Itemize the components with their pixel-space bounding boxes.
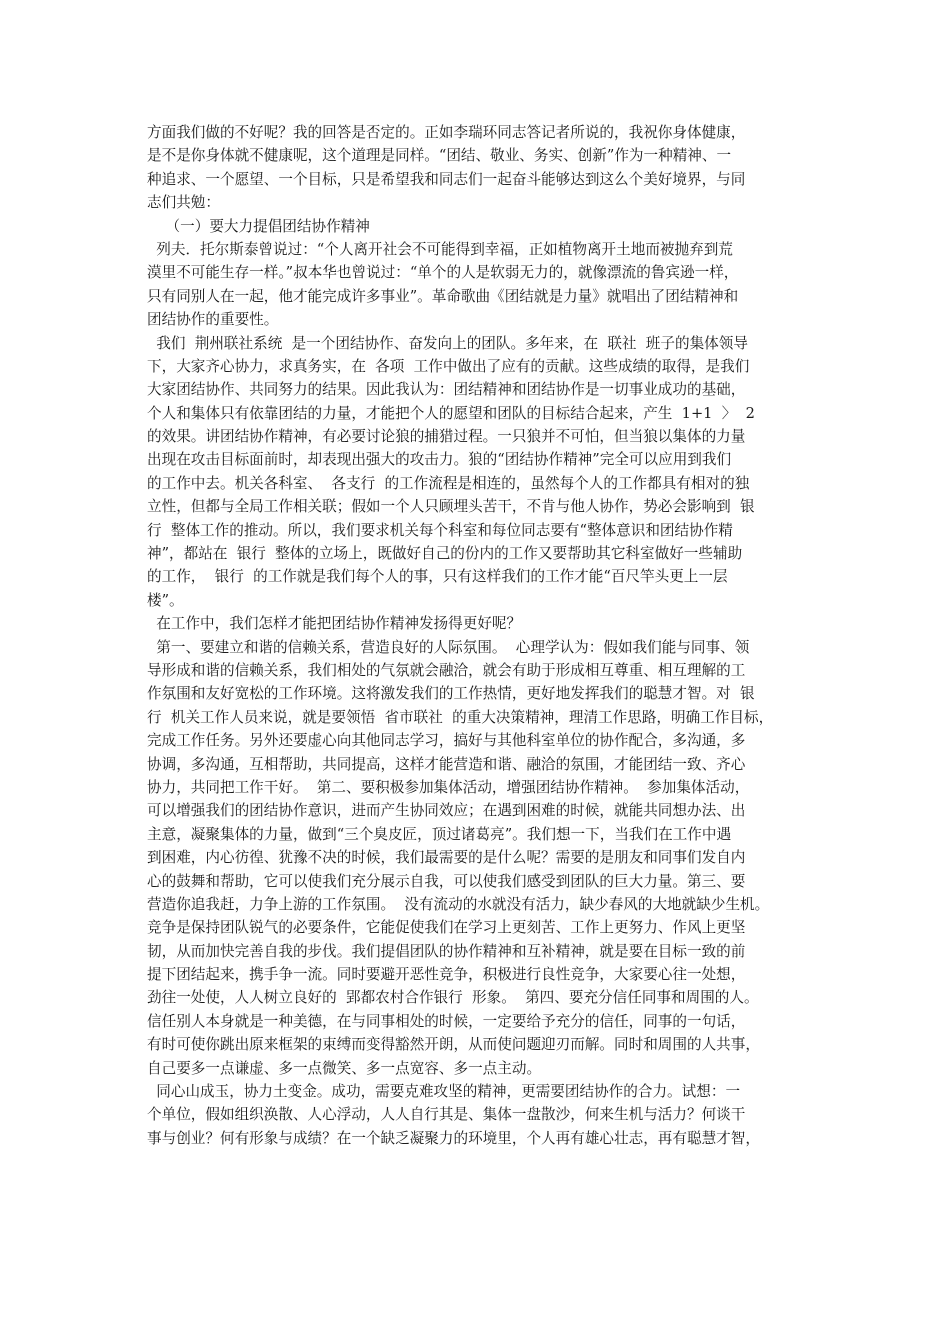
text-line: 在工作中，我们怎样才能把团结协作精神发扬得更好呢？ <box>147 615 522 633</box>
text-line: 列夫．托尔斯泰曾说过：“个人离开社会不可能得到幸福，正如植物离开土地而被抛弃到荒 <box>147 240 733 258</box>
text-line: 韧，从而加快完善自我的步伐。我们提倡团队的协作精神和互补精神，就是要在目标一致的前 <box>147 942 746 960</box>
text-line: 事与创业？何有形象与成绩？在一个缺乏凝聚力的环境里，个人再有雄心壮志，再有聪慧才智， <box>147 1129 760 1147</box>
text-line: 漠里不可能生存一样。”叔本华也曾说过：“单个的人是软弱无力的，就像漂流的鲁宾逊一样， <box>147 264 739 282</box>
text-line: 劲往一处使，人人树立良好的 郢都农村合作银行 形象。 第四、要充分信任同事和周围的人。 <box>147 989 759 1007</box>
text-line: 自己要多一点谦虚、多一点微笑、多一点宽容、多一点主动。 <box>147 1059 542 1077</box>
text-line: 出现在攻击目标面前时，却表现出强大的攻击力。狼的“团结协作精神”完全可以应用到我们 <box>147 451 732 469</box>
text-line: 同心山成玉，协力土变金。成功，需要克难攻坚的精神，更需要团结协作的合力。试想：一 <box>147 1083 741 1101</box>
text-line: 到困难，内心彷徨、犹豫不决的时候，我们最需要的是什么呢？需要的是朋友和同事们发自内 <box>147 849 746 867</box>
text-line: 行 整体工作的推动。所以，我们要求机关每个科室和每位同志要有“整体意识和团结协作精 <box>147 521 733 539</box>
text-line: 立性，但都与全局工作相关联；假如一个人只顾埋头苦干，不肯与他人协作，势必会影响到 银 <box>147 498 755 516</box>
text-line: 个人和集体只有依靠团结的力量，才能把个人的愿望和团队的目标结合起来，产生 1+1 〉 2 <box>147 404 755 422</box>
text-line: 完成工作任务。另外还要虚心向其他同志学习，搞好与其他科室单位的协作配合，多沟通，多 <box>147 732 746 750</box>
text-line: 大家团结协作、共同努力的结果。因此我认为：团结精神和团结协作是一切事业成功的基础， <box>147 381 746 399</box>
text-line: 志们共勉： <box>147 194 220 212</box>
text-line: 第一、要建立和谐的信赖关系，营造良好的人际氛围。 心理学认为：假如我们能与同事、领 <box>147 638 750 656</box>
text-line: 主意，凝聚集体的力量，做到“三个臭皮匠，顶过诸葛亮”。我们想一下，当我们在工作中遇 <box>147 825 732 843</box>
document-body <box>147 121 827 1150</box>
text-line: 竞争是保持团队锐气的必要条件，它能促使我们在学习上更刻苦、工作上更努力、作风上更坚 <box>147 919 746 937</box>
text-line: 楼”。 <box>147 591 184 609</box>
text-line: 神”，都站在 银行 整体的立场上，既做好自己的份内的工作又要帮助其它科室做好一些辅助 <box>147 545 743 563</box>
text-line: 提下团结起来，携手争一流。同时要避开恶性竞争，积极进行良性竞争，大家要心往一处想， <box>147 966 746 984</box>
text-line: 的效果。讲团结协作精神，有必要讨论狼的捕猎过程。一只狼并不可怕，但当狼以集体的力量 <box>147 428 746 446</box>
text-line: 个单位，假如组织涣散、人心浮动，人人自行其是、集体一盘散沙，何来生机与活力？何谈干 <box>147 1106 746 1124</box>
text-line: 是不是你身体就不健康呢，这个道理是同样。“团结、敬业、务实、创新”作为一种精神、一 <box>147 147 732 165</box>
text-line: 导形成和谐的信赖关系，我们相处的气氛就会融洽，就会有助于形成相互尊重、相互理解的工 <box>147 661 746 679</box>
text-line: 可以增强我们的团结协作意识，进而产生协同效应；在遇到困难的时候，就能共同想办法、出 <box>147 802 746 820</box>
text-line: 有时可使你跳出原来框架的束缚而变得豁然开朗，从而使问题迎刃而解。同时和周围的人共事， <box>147 1036 760 1054</box>
text-line: 协力，共同把工作干好。 第二、要积极参加集体活动，增强团结协作精神。 参加集体活动， <box>147 778 750 796</box>
text-line: 的工作中去。机关各科室、 各支行 的工作流程是相连的，虽然每个人的工作都具有相对的独 <box>147 474 750 492</box>
text-line: 作氛围和友好宽松的工作环境。这将激发我们的工作热情，更好地发挥我们的聪慧才智。对 银 <box>147 685 755 703</box>
text-line: 只有同别人在一起，他才能完成许多事业”。革命歌曲《团结就是力量》就唱出了团结精神和 <box>147 287 739 305</box>
text-line: 信任别人本身就是一种美德，在与同事相处的时候，一定要给予充分的信任，同事的一句话， <box>147 1012 746 1030</box>
text-line: 方面我们做的不好呢？我的回答是否定的。正如李瑞环同志答记者所说的，我祝你身体健康， <box>147 124 746 141</box>
text-line: 营造你追我赶，力争上游的工作氛围。 没有流动的水就没有活力，缺少春风的大地就缺少生机。 <box>147 895 770 913</box>
text-line: 下，大家齐心协力，求真务实，在 各项 工作中做出了应有的贡献。这些成绩的取得，是我们 <box>147 357 750 375</box>
text-line: （一）要大力提倡团结协作精神 <box>147 217 370 235</box>
text-line: 行 机关工作人员来说，就是要领悟 省市联社 的重大决策精神，理清工作思路，明确工作目标， <box>147 708 774 726</box>
text-line: 心的鼓舞和帮助，它可以使我们充分展示自我，可以使我们感受到团队的巨大力量。第三、要 <box>147 872 746 890</box>
text-line: 团结协作的重要性。 <box>147 311 279 329</box>
text-line: 的工作， 银行 的工作就是我们每个人的事，只有这样我们的工作才能“百尺竿头更上一层 <box>147 568 728 586</box>
text-line: 协调，多沟通，互相帮助，共同提高，这样才能营造和谐、融洽的氛围，才能团结一致、齐心 <box>147 755 746 773</box>
text-line: 我们 荆州联社系统 是一个团结协作、奋发向上的团队。多年来，在 联社 班子的集体领导 <box>147 334 748 352</box>
text-line: 种追求、一个愿望、一个目标，只是希望我和同志们一起奋斗能够达到这么个美好境界，与同 <box>147 170 746 188</box>
